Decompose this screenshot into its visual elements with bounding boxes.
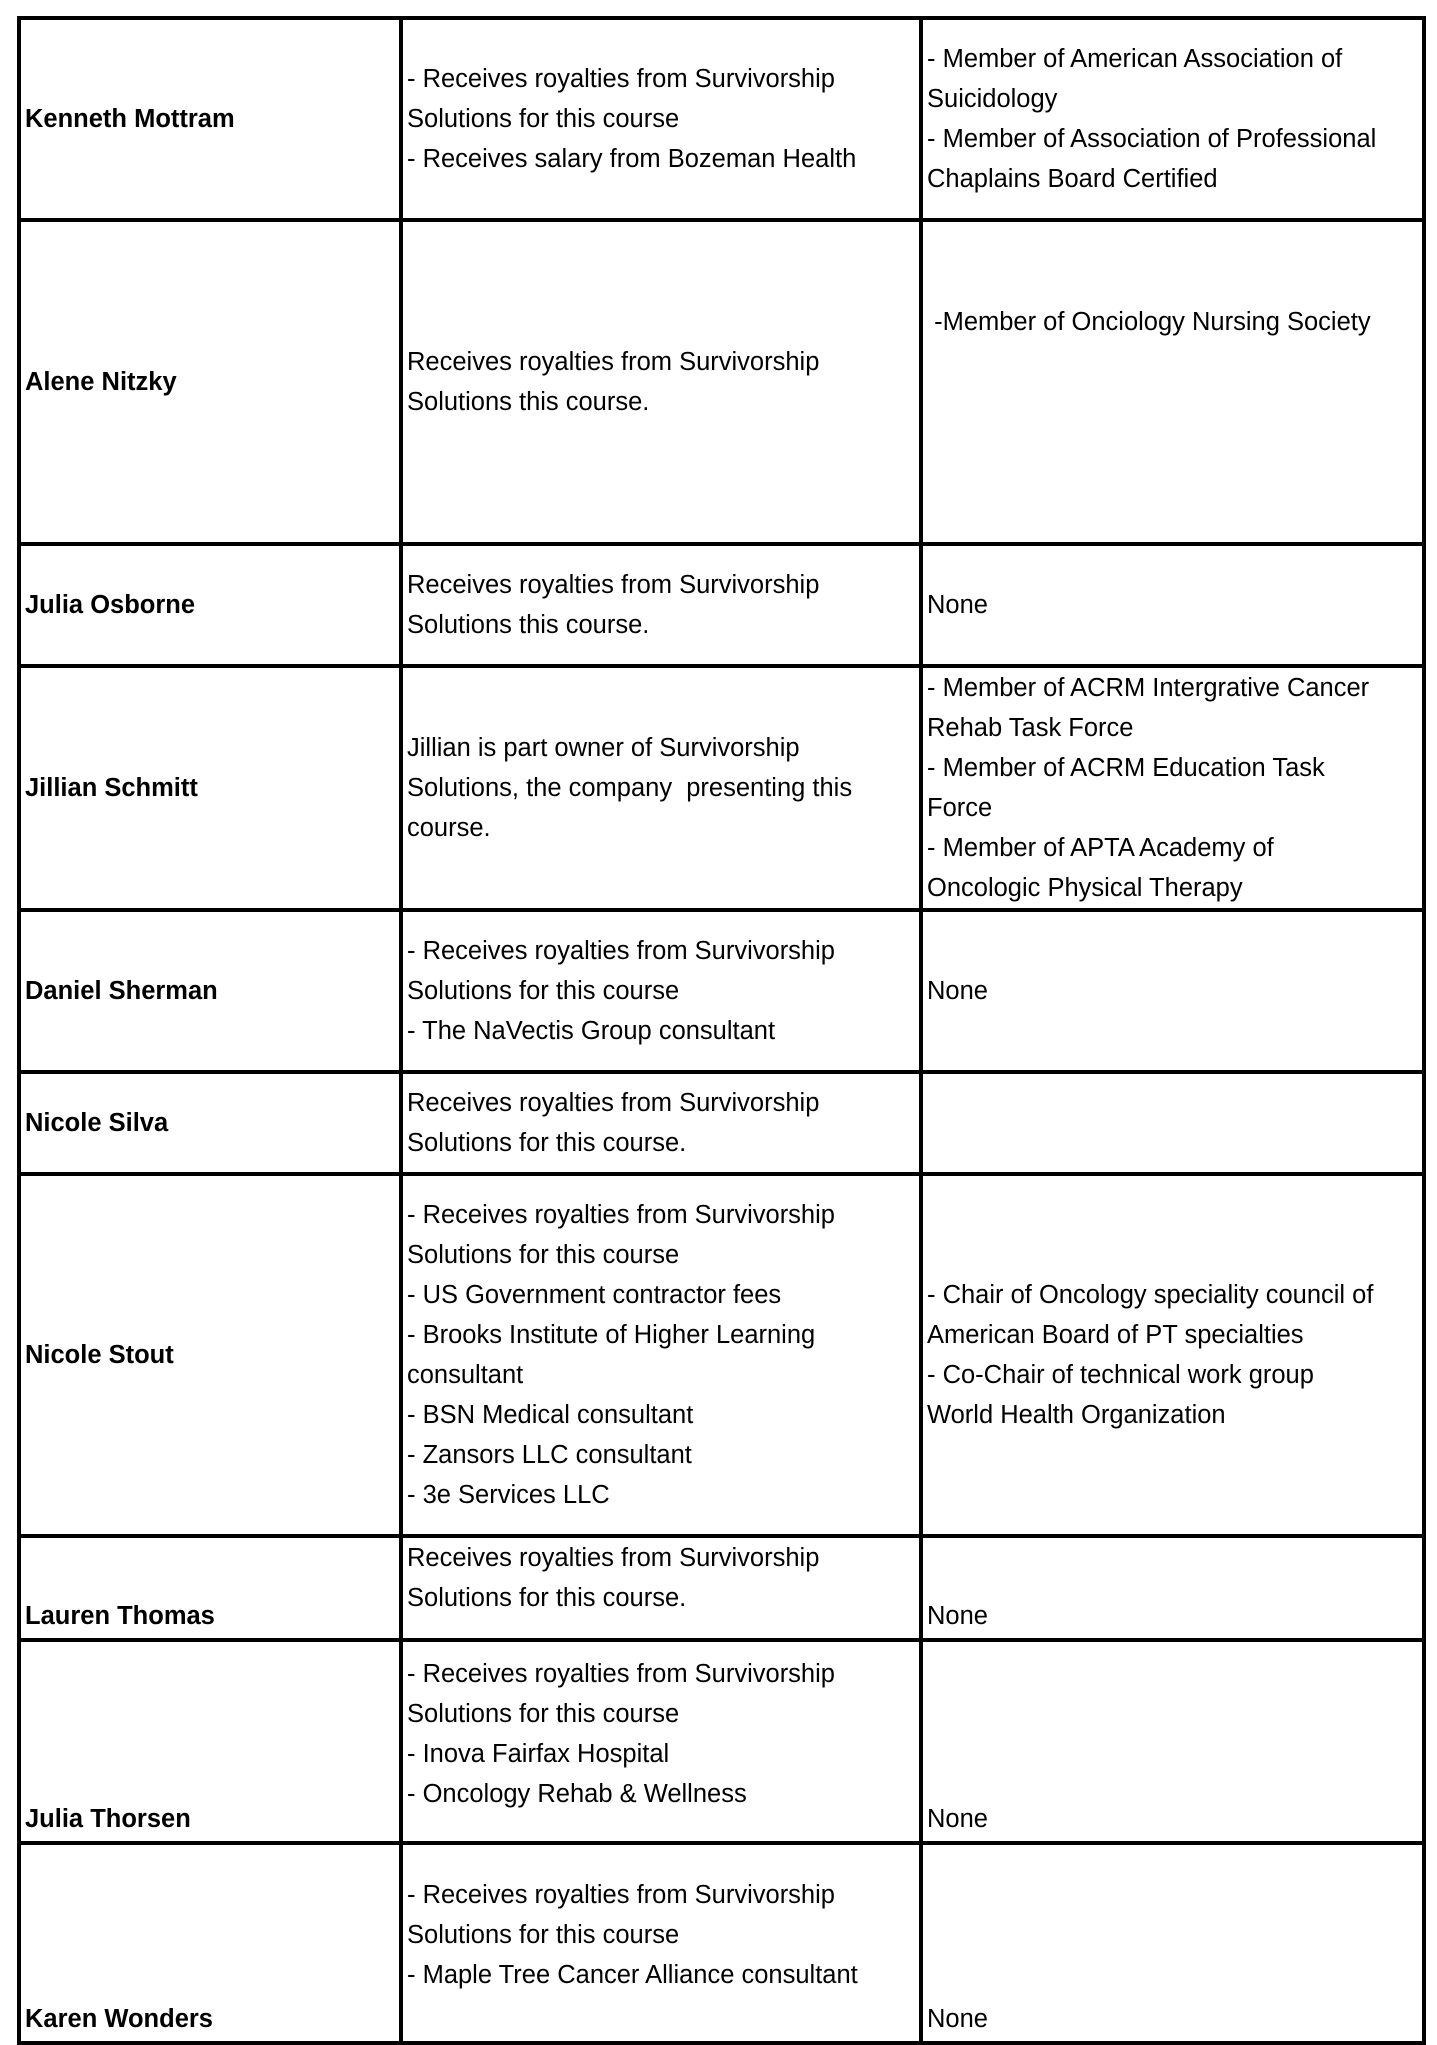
financial-disclosure-cell (401, 1640, 921, 1843)
nonfinancial-line: - Co-Chair of technical work group (927, 1361, 1314, 1389)
presenter-name: Lauren Thomas (19, 1536, 401, 1640)
nonfinancial-line: None (927, 977, 988, 1005)
financial-line: - Oncology Rehab & Wellness (407, 1780, 747, 1808)
nonfinancial-disclosure-cell (921, 1536, 1424, 1640)
financial-line: Solutions for this course (407, 1700, 680, 1728)
financial-disclosure-cell (401, 1174, 921, 1536)
nonfinancial-line: Rehab Task Force (927, 714, 1134, 742)
financial-disclosure-cell (401, 666, 921, 910)
table-row (19, 1174, 1424, 1536)
presenter-name: Jillian Schmitt (19, 666, 401, 910)
financial-line: Solutions for this course. (407, 1584, 687, 1612)
nonfinancial-line: Force (927, 794, 993, 822)
nonfinancial-line: Chaplains Board Certified (927, 165, 1218, 193)
financial-line: Solutions for this course (407, 977, 680, 1005)
financial-disclosure-cell (401, 1072, 921, 1174)
financial-line: - 3e Services LLC (407, 1481, 610, 1509)
financial-line: - US Government contractor fees (407, 1281, 782, 1309)
financial-disclosure-cell (401, 1843, 921, 2043)
nonfinancial-line: None (927, 1602, 988, 1630)
financial-line: - Receives royalties from Survivorship (407, 937, 835, 965)
financial-line: Solutions this course. (407, 611, 650, 639)
financial-line: - Zansors LLC consultant (407, 1441, 692, 1469)
nonfinancial-disclosure-cell (921, 666, 1424, 910)
presenter-name: Julia Osborne (19, 544, 401, 666)
table-row (19, 1536, 1424, 1640)
nonfinancial-line: - Chair of Oncology speciality council of (927, 1281, 1374, 1309)
nonfinancial-line: World Health Organization (927, 1401, 1226, 1429)
financial-line: - Receives royalties from Survivorship (407, 1881, 835, 1909)
table-row (19, 1843, 1424, 2043)
financial-line: Receives royalties from Survivorship (407, 348, 820, 376)
presenter-name: Alene Nitzky (19, 220, 401, 544)
table-row (19, 910, 1424, 1072)
nonfinancial-line: - Member of ACRM Intergrative Cancer (927, 674, 1370, 702)
nonfinancial-line (927, 422, 1418, 462)
financial-line: course. (407, 814, 491, 842)
nonfinancial-disclosure-cell (921, 1174, 1424, 1536)
financial-line: Receives royalties from Survivorship (407, 571, 820, 599)
nonfinancial-disclosure-cell (921, 910, 1424, 1072)
nonfinancial-line: None (927, 591, 988, 619)
nonfinancial-line: - Member of ACRM Education Task (927, 754, 1325, 782)
nonfinancial-line: Suicidology (927, 85, 1058, 113)
nonfinancial-line: Oncologic Physical Therapy (927, 874, 1243, 902)
financial-line: - The NaVectis Group consultant (407, 1017, 776, 1045)
financial-line: Solutions for this course (407, 105, 680, 133)
nonfinancial-line: -Member of Onciology Nursing Society (927, 308, 1371, 336)
financial-line: - Brooks Institute of Higher Learning (407, 1321, 816, 1349)
nonfinancial-disclosure-cell (921, 1640, 1424, 1843)
table-row (19, 1640, 1424, 1843)
financial-line: Solutions for this course (407, 1921, 680, 1949)
nonfinancial-disclosure-cell (921, 1072, 1424, 1174)
financial-disclosure-cell (401, 1536, 921, 1640)
financial-line: consultant (407, 1361, 524, 1389)
disclosure-table (17, 16, 1426, 2045)
presenter-name: Nicole Stout (19, 1174, 401, 1536)
presenter-name: Julia Thorsen (19, 1640, 401, 1843)
financial-line: - Inova Fairfax Hospital (407, 1740, 670, 1768)
nonfinancial-line: - Member of APTA Academy of (927, 834, 1274, 862)
financial-disclosure-cell (401, 18, 921, 220)
presenter-name: Karen Wonders (19, 1843, 401, 2043)
presenter-name: Kenneth Mottram (19, 18, 401, 220)
financial-disclosure-cell (401, 544, 921, 666)
presenter-name: Daniel Sherman (19, 910, 401, 1072)
table-row (19, 1072, 1424, 1174)
nonfinancial-line: American Board of PT specialties (927, 1321, 1304, 1349)
financial-line: - Receives royalties from Survivorship (407, 1201, 835, 1229)
financial-line: - BSN Medical consultant (407, 1401, 694, 1429)
financial-line: Receives royalties from Survivorship (407, 1544, 820, 1572)
financial-line: - Receives royalties from Survivorship (407, 65, 835, 93)
nonfinancial-line: - Member of American Association of (927, 45, 1343, 73)
financial-line: Solutions this course. (407, 388, 650, 416)
nonfinancial-line: None (927, 1805, 988, 1833)
financial-disclosure-cell (401, 220, 921, 544)
financial-line: Solutions for this course (407, 1241, 680, 1269)
financial-line: Jillian is part owner of Survivorship (407, 734, 800, 762)
presenter-name: Nicole Silva (19, 1072, 401, 1174)
nonfinancial-disclosure-cell (921, 18, 1424, 220)
table-row (19, 544, 1424, 666)
financial-line: Solutions for this course. (407, 1129, 687, 1157)
financial-line: - Receives salary from Bozeman Health (407, 145, 857, 173)
nonfinancial-disclosure-cell (921, 1843, 1424, 2043)
financial-disclosure-cell (401, 910, 921, 1072)
financial-line: - Maple Tree Cancer Alliance consultant (407, 1961, 858, 1989)
table-row (19, 666, 1424, 910)
nonfinancial-line: - Member of Association of Professional (927, 125, 1377, 153)
table-row (19, 220, 1424, 544)
nonfinancial-disclosure-cell (921, 544, 1424, 666)
nonfinancial-line: None (927, 2005, 988, 2033)
nonfinancial-disclosure-cell (921, 220, 1424, 544)
financial-line: - Receives royalties from Survivorship (407, 1660, 835, 1688)
financial-line: Receives royalties from Survivorship (407, 1089, 820, 1117)
financial-line: Solutions, the company presenting this (407, 774, 853, 802)
table-row (19, 18, 1424, 220)
